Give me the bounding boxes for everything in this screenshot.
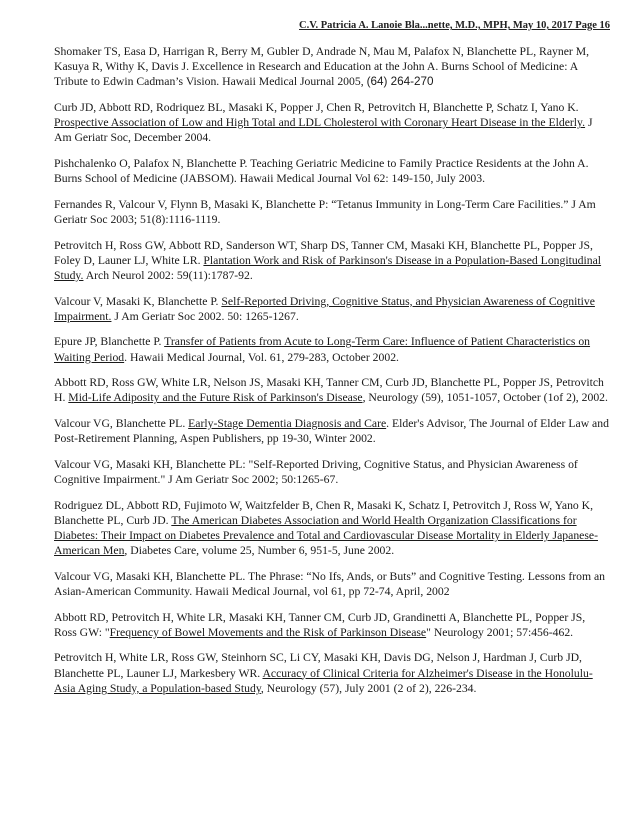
reference-list [54,44,610,706]
reference-citation-text: , Neurology (59), 1051-1057, October (1of 2), 2002. [362,391,608,405]
reference-entry [54,416,610,446]
reference-authors-text: Shomaker TS, Easa D, Harrigan R, Berry M, Gubler D, Andrade N, Mau M, Palafox N, Blanchette PL, Rayner M, Kasuya R, Withy K, Davis J. Excellence in Research and Education at the John A. Burns School of Medicine: A Tribute to Edwin Cadman’s Vision. Hawaii Medical Journal 2005, [54,45,590,89]
reference-entry [54,100,610,146]
reference-authors-text: Rodriguez DL, Abbott RD, Fujimoto W, Waitzfelder B, Chen R, Masaki K, Schatz I, Petrovitch J, Ross W, Yano K, Blanchette PL, Curb JD. [54,498,594,527]
reference-authors-text: Valcour VG, Masaki KH, Blanchette PL. The Phrase: “No Ifs, Ands, or Buts” and Cognitive Testing. Lessons from an Asian-American Community. Hawaii Medical Journal, vol 61, pp 72-74, April, 2002 [54,569,606,598]
reference-citation-text: , Neurology (57), July 2001 (2 of 2), 226-234. [260,681,477,695]
page-header: C.V. Patricia A. Lanoie Bla...nette, M.D., MPH, May 10, 2017 Page 16 [299,20,610,31]
reference-citation-text: " Neurology 2001; 57:456-462. [426,625,574,639]
reference-entry [54,650,610,696]
reference-entry [54,294,610,324]
reference-entry [54,569,610,599]
reference-citation-text: . Hawaii Medical Journal, Vol. 61, 279-283, October 2002. [124,350,399,364]
reference-entry [54,44,610,90]
reference-title-link: Transfer of Patients from Acute to Long-Term Care: Influence of Patient Characteristics on Waiting Period [54,335,591,364]
reference-authors-text: Valcour V, Masaki K, Blanchette P. [54,294,222,308]
reference-authors-text: Pishchalenko O, Palafox N, Blanchette P. Teaching Geriatric Medicine to Family Practice Residents at the John A. Burns School of Medicine (JABSOM). Hawaii Medical Journal Vol 62: 149-150, July 2003. [54,157,589,186]
reference-authors-text: Petrovitch H, Ross GW, Abbott RD, Sanderson WT, Sharp DS, Tanner CM, Masaki KH, Blanchette PL, Popper JS, Foley D, Launer LJ, White LR. [54,238,593,267]
reference-authors-text: Fernandes R, Valcour V, Flynn B, Masaki K, Blanchette P: “Tetanus Immunity in Long-Term Care Facilities.” J Am Geriatr Soc 2003; 51(8):1116-1119. [54,197,596,226]
reference-entry [54,334,610,364]
reference-authors-text: Valcour VG, Masaki KH, Blanchette PL: "Self-Reported Driving, Cognitive Status, and Physician Awareness of Cognitive Impairment." J Am Geriatr Soc 2002; 50:1265-67. [54,457,578,486]
reference-authors-text: Abbott RD, Petrovitch H, White LR, Masaki KH, Tanner CM, Curb JD, Grandinetti A, Blanchette PL, Popper JS, Ross GW: " [54,610,586,639]
reference-authors-text: Epure JP, Blanchette P. [54,335,165,349]
reference-entry [54,156,610,186]
reference-title-link: Mid-Life Adiposity and the Future Risk of Parkinson's Disease [68,391,363,405]
reference-title-link: Early-Stage Dementia Diagnosis and Care [188,416,387,430]
reference-citation-text: J Am Geriatr Soc, December 2004. [54,116,593,145]
reference-citation-text: J Am Geriatr Soc 2002. 50: 1265-1267. [111,309,299,323]
reference-title-link: Plantation Work and Risk of Parkinson's Disease in a Population-Based Longitudinal Study. [54,253,602,282]
reference-citation-text: Arch Neurol 2002: 59(11):1787-92. [83,269,253,282]
reference-title-link: Frequency of Bowel Movements and the Risk of Parkinson Disease [109,625,427,639]
reference-entry [54,457,610,487]
reference-citation-text: , Diabetes Care, volume 25, Number 6, 951-5, June 2002. [124,544,395,558]
reference-authors-text: Abbott RD, Ross GW, White LR, Nelson JS, Masaki KH, Tanner CM, Curb JD, Blanchette PL, Popper JS, Petrovitch H. [54,376,604,405]
reference-entry [54,238,610,284]
reference-entry [54,375,610,405]
reference-authors-text: Valcour VG, Blanchette PL. [54,416,189,430]
reference-title-link: Accuracy of Clinical Criteria for Alzheimer's Disease in the Honolulu-Asia Aging Study, a Population-based Study [54,666,593,695]
reference-entry [54,197,610,227]
reference-authors-text: Petrovitch H, White LR, Ross GW, Steinhorn SC, Li CY, Masaki KH, Davis DG, Nelson J, Hardman J, Curb JD, Blanchette PL, Launer LJ, Markesbery WR. [54,651,582,680]
reference-authors-text: Curb JD, Abbott RD, Rodriquez BL, Masaki K, Popper J, Chen R, Petrovitch H, Blanchette P, Schatz I, Yano K. [54,101,579,114]
reference-entry [54,610,610,640]
reference-entry [54,498,610,559]
reference-title-link: Self-Reported Driving, Cognitive Status, and Physician Awareness of Cognitive Impairment. [54,294,595,323]
reference-citation-text: (64) 264-270 [366,75,434,89]
reference-citation-text: . Elder's Advisor, The Journal of Elder Law and Post-Retirement Planning, Aspen Publishers, pp 19-30, Winter 2002. [54,416,609,446]
reference-title-link: Prospective Association of Low and High Total and LDL Cholesterol with Coronary Heart Disease in the Elderly. [54,116,586,130]
reference-title-link: The American Diabetes Association and World Health Organization Classifications for Diabetes: Their Impact on Diabetes Prevalence and Total and Cardiovascular Disease Mortality in Elderly Japanese-American Men [54,513,598,558]
